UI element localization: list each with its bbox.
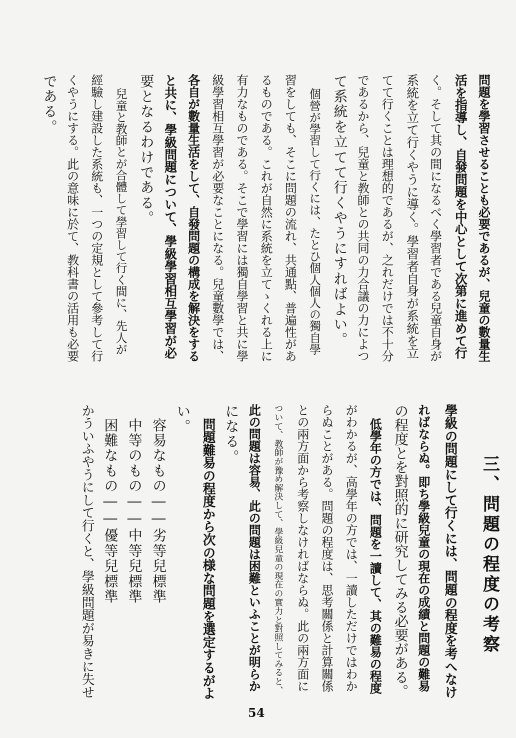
- text-column-bottom-4: 低學年の方では、問題を一讀して、其の難易の程度: [368, 418, 383, 694]
- text-column-top-8: 個營が學習して行くには、たとひ個人個人の獨自學: [308, 88, 323, 355]
- text-column-top-2: 活を指導し、自發問題を中心として次第に進めて行: [453, 74, 469, 360]
- text-column-bottom-14: 中等のもの――中等兒標準: [126, 418, 143, 605]
- text-column-bottom-1: 學級の問題にして行くには、問題の程度を考へなけ: [441, 404, 457, 699]
- text-column-top-5: てて行くことは理想的であるが、之れだけでは不十分: [380, 74, 395, 362]
- page-number: 54: [248, 706, 265, 720]
- text-column-top-18: くやうにする。此の意味に於て、教科書の活用も必要: [65, 74, 80, 362]
- text-column-top-15: 要となるわけである。: [138, 74, 155, 226]
- text-column-bottom-9: 此の問題は容易、此の問題は困難といふことが明らか: [247, 404, 262, 692]
- text-column-bottom-10: になる。: [223, 404, 240, 465]
- text-column-top-4: 系統を立て行くやうに導く。學習者自身が系統を立: [404, 74, 420, 360]
- text-column-bottom-6: らぬことがある。問題の程度は、思考關係と計算關係: [320, 404, 334, 692]
- text-column-top-3: く。そして其の間になるべく學習者である兒童自身が: [428, 74, 443, 362]
- text-column-top-17: 經驗し建設した系統も、一つの定規として參考して行: [89, 74, 104, 362]
- text-column-bottom-11: 問題難易の程度から次の様な問題を選定するがよ: [199, 418, 215, 700]
- text-column-top-19: である。: [41, 74, 58, 135]
- text-column-bottom-16: かういふやうにして行くと、學級問題が易きに失せ: [78, 404, 94, 699]
- text-column-top-16: 兒童と教師とが合體して學習して行く間に、先人が: [114, 88, 129, 355]
- section-heading: 三、問題の程度の考察: [479, 455, 499, 655]
- text-column-top-9: 習をしても、そこに問題の流れ、共通點、普遍性があ: [283, 74, 298, 362]
- text-column-bottom-15: 困難なもの――優等兒標準: [102, 418, 119, 605]
- text-column-bottom-8: ついて、教師が豫め解決して、學級兒童の現在の實力と對照してみると、: [272, 404, 283, 695]
- text-column-bottom-7: との兩方面から考察しなければならぬ。此の兩方面に: [295, 404, 310, 692]
- corner-mark: [10, 6, 14, 10]
- text-column-bottom-5: がわかるが、高學年の方では、一讀しただけではわか: [344, 404, 359, 692]
- text-column-top-6: であるから、兒童と教師との共同の力合議の力によつ: [356, 74, 370, 362]
- text-column-top-1: 問題を學習させることも必要であるが、兒童の數量生: [477, 74, 491, 362]
- text-column-bottom-13: 容易なもの――劣等兒標準: [150, 418, 167, 605]
- text-column-top-10: るものである。これが自然に系統を立てゝくれる上に: [259, 74, 274, 362]
- text-column-bottom-3: の程度とを對照的に研究してみる必要がある。: [392, 404, 409, 698]
- text-column-bottom-12: い。: [174, 404, 191, 435]
- text-column-top-11: 有力なものである。そこで學習には獨自學習と共に學: [235, 74, 249, 362]
- text-column-top-14: と共に、學級問題について、學級學習相互學習が必: [162, 74, 178, 360]
- text-column-top-13: 各自が數量生活をして、自發問題の構成を解決をする: [186, 74, 201, 362]
- text-column-bottom-2: ればならぬ。即ち學級兒童の現在の成績と問題の難易: [416, 404, 431, 692]
- text-column-top-12: 級學習相互學習が必要なことになる。兒童數學では、: [210, 74, 225, 362]
- text-column-top-7: て系統を立てて行くやうにすればよい。: [331, 74, 348, 348]
